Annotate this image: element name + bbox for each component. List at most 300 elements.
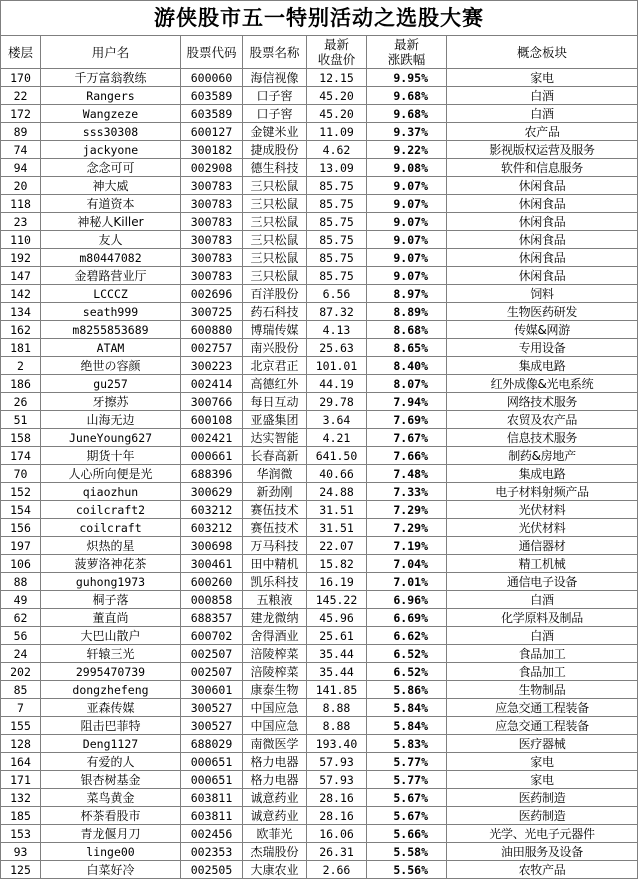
table-row: [1, 69, 638, 87]
concept-cell: 家电: [447, 771, 638, 789]
stock-code-cell: 002507: [181, 663, 243, 681]
table-row: [1, 123, 638, 141]
floor-cell: 153: [1, 825, 41, 843]
stock-code-cell: 002456: [181, 825, 243, 843]
table-row: [1, 357, 638, 375]
change-pct-cell: 8.40%: [367, 357, 447, 375]
stock-name-cell: 三只松鼠: [243, 267, 307, 285]
stock-name-cell: 亚盛集团: [243, 411, 307, 429]
concept-cell: 软件和信息服务: [447, 159, 638, 177]
close-price-cell: 141.85: [307, 681, 367, 699]
table-row: [1, 591, 638, 609]
username-cell: 山海无边: [41, 411, 181, 429]
table-row: [1, 627, 638, 645]
username-cell: LCCCZ: [41, 285, 181, 303]
close-price-cell: 85.75: [307, 195, 367, 213]
floor-cell: 51: [1, 411, 41, 429]
close-price-cell: 4.62: [307, 141, 367, 159]
floor-cell: 152: [1, 483, 41, 501]
stock-name-cell: 三只松鼠: [243, 249, 307, 267]
floor-cell: 110: [1, 231, 41, 249]
close-price-cell: 12.15: [307, 69, 367, 87]
close-price-cell: 35.44: [307, 645, 367, 663]
stock-name-cell: 长春高新: [243, 447, 307, 465]
concept-cell: 制药&房地产: [447, 447, 638, 465]
close-price-cell: 40.66: [307, 465, 367, 483]
concept-cell: 农牧产品: [447, 861, 638, 879]
change-pct-cell: 5.86%: [367, 681, 447, 699]
table-row: [1, 501, 638, 519]
table-body: [1, 69, 638, 879]
username-cell: linge00: [41, 843, 181, 861]
close-price-cell: 85.75: [307, 231, 367, 249]
close-price-cell: 29.78: [307, 393, 367, 411]
concept-cell: 休闲食品: [447, 231, 638, 249]
concept-cell: 食品加工: [447, 645, 638, 663]
close-price-cell: 4.21: [307, 429, 367, 447]
username-cell: 千万富翁敎练: [41, 69, 181, 87]
stock-name-cell: 舍得酒业: [243, 627, 307, 645]
table-row: [1, 105, 638, 123]
floor-cell: 74: [1, 141, 41, 159]
change-pct-cell: 7.29%: [367, 501, 447, 519]
floor-cell: 118: [1, 195, 41, 213]
change-pct-cell: 9.07%: [367, 195, 447, 213]
change-pct-cell: 6.52%: [367, 663, 447, 681]
change-pct-cell: 5.84%: [367, 717, 447, 735]
stock-code-cell: 600108: [181, 411, 243, 429]
floor-cell: 134: [1, 303, 41, 321]
change-pct-cell: 9.07%: [367, 231, 447, 249]
username-cell: jackyone: [41, 141, 181, 159]
table-row: [1, 159, 638, 177]
stock-name-cell: 博瑞传媒: [243, 321, 307, 339]
username-cell: 白菜好冷: [41, 861, 181, 879]
username-cell: JuneYoung627: [41, 429, 181, 447]
close-price-cell: 24.88: [307, 483, 367, 501]
concept-cell: 应急交通工程装备: [447, 699, 638, 717]
username-cell: guhong1973: [41, 573, 181, 591]
change-pct-cell: 5.83%: [367, 735, 447, 753]
username-cell: 有爱的人: [41, 753, 181, 771]
stock-name-cell: 海信视像: [243, 69, 307, 87]
stock-code-cell: 603811: [181, 789, 243, 807]
table-row: [1, 285, 638, 303]
col-header-stock-name: 股票名称: [243, 36, 307, 69]
change-pct-cell: 9.68%: [367, 87, 447, 105]
stock-name-cell: 中国应急: [243, 699, 307, 717]
stock-name-cell: 南微医学: [243, 735, 307, 753]
stock-code-cell: 300461: [181, 555, 243, 573]
change-pct-cell: 7.67%: [367, 429, 447, 447]
stock-name-cell: 三只松鼠: [243, 213, 307, 231]
table-row: [1, 663, 638, 681]
stock-name-cell: 三只松鼠: [243, 177, 307, 195]
col-header-floor: 楼层: [1, 36, 41, 69]
concept-cell: 影视版权运营及服务: [447, 141, 638, 159]
concept-cell: 医疗器械: [447, 735, 638, 753]
concept-cell: 光伏材料: [447, 501, 638, 519]
page-title: 游侠股市五一特别活动之选股大赛: [0, 0, 638, 35]
username-cell: coilcraft2: [41, 501, 181, 519]
username-cell: qiaozhun: [41, 483, 181, 501]
username-cell: 亚森传媒: [41, 699, 181, 717]
change-pct-cell: 5.77%: [367, 771, 447, 789]
username-cell: 炽热的星: [41, 537, 181, 555]
close-price-cell: 85.75: [307, 177, 367, 195]
stock-name-cell: 格力电器: [243, 753, 307, 771]
concept-cell: 光学、光电子元器件: [447, 825, 638, 843]
change-pct-cell: 8.68%: [367, 321, 447, 339]
floor-cell: 56: [1, 627, 41, 645]
concept-cell: 应急交通工程装备: [447, 717, 638, 735]
concept-cell: 通信器材: [447, 537, 638, 555]
table-row: [1, 411, 638, 429]
table-row: [1, 861, 638, 879]
stock-name-cell: 五粮液: [243, 591, 307, 609]
stock-name-cell: 捷成股份: [243, 141, 307, 159]
stock-name-cell: 田中精机: [243, 555, 307, 573]
concept-cell: 网络技术服务: [447, 393, 638, 411]
close-price-cell: 6.56: [307, 285, 367, 303]
stock-code-cell: 300783: [181, 267, 243, 285]
stock-code-cell: 688357: [181, 609, 243, 627]
stock-name-cell: 高德红外: [243, 375, 307, 393]
stock-code-cell: 000651: [181, 771, 243, 789]
change-pct-cell: 9.95%: [367, 69, 447, 87]
concept-cell: 休闲食品: [447, 177, 638, 195]
username-cell: 牙擦苏: [41, 393, 181, 411]
stock-code-cell: 603589: [181, 105, 243, 123]
change-pct-cell: 7.19%: [367, 537, 447, 555]
stock-code-cell: 002421: [181, 429, 243, 447]
username-cell: 菠萝洛神花茶: [41, 555, 181, 573]
floor-cell: 170: [1, 69, 41, 87]
floor-cell: 24: [1, 645, 41, 663]
stock-name-cell: 万马科技: [243, 537, 307, 555]
stock-name-cell: 凯乐科技: [243, 573, 307, 591]
change-pct-cell: 5.84%: [367, 699, 447, 717]
table-row: [1, 645, 638, 663]
stock-code-cell: 300629: [181, 483, 243, 501]
close-price-cell: 57.93: [307, 771, 367, 789]
stock-name-cell: 口子窖: [243, 87, 307, 105]
floor-cell: 23: [1, 213, 41, 231]
username-cell: m80447082: [41, 249, 181, 267]
table-row: [1, 609, 638, 627]
floor-cell: 26: [1, 393, 41, 411]
col-header-change-pct: 最新 涨跌幅: [367, 36, 447, 69]
stock-code-cell: 300698: [181, 537, 243, 555]
username-cell: dongzhefeng: [41, 681, 181, 699]
concept-cell: 休闲食品: [447, 213, 638, 231]
username-cell: 董直尚: [41, 609, 181, 627]
stock-code-cell: 002908: [181, 159, 243, 177]
floor-cell: 172: [1, 105, 41, 123]
change-pct-cell: 8.65%: [367, 339, 447, 357]
concept-cell: 白酒: [447, 87, 638, 105]
username-cell: 阻击巴菲特: [41, 717, 181, 735]
floor-cell: 132: [1, 789, 41, 807]
floor-cell: 192: [1, 249, 41, 267]
col-header-concept: 概念板块: [447, 36, 638, 69]
concept-cell: 油田服务及设备: [447, 843, 638, 861]
header-row: [1, 36, 638, 69]
username-cell: 菜鸟黄金: [41, 789, 181, 807]
floor-cell: 171: [1, 771, 41, 789]
concept-cell: 信息技术服务: [447, 429, 638, 447]
close-price-cell: 641.50: [307, 447, 367, 465]
change-pct-cell: 5.58%: [367, 843, 447, 861]
stock-name-cell: 中国应急: [243, 717, 307, 735]
stock-code-cell: 300766: [181, 393, 243, 411]
stock-code-cell: 002696: [181, 285, 243, 303]
table-row: [1, 843, 638, 861]
change-pct-cell: 5.77%: [367, 753, 447, 771]
stock-name-cell: 金键米业: [243, 123, 307, 141]
stock-name-cell: 涪陵榨菜: [243, 645, 307, 663]
close-price-cell: 31.51: [307, 501, 367, 519]
close-price-cell: 44.19: [307, 375, 367, 393]
concept-cell: 休闲食品: [447, 267, 638, 285]
stock-name-cell: 欧菲光: [243, 825, 307, 843]
floor-cell: 186: [1, 375, 41, 393]
stock-name-cell: 华润微: [243, 465, 307, 483]
col-header-close-price: 最新 收盘价: [307, 36, 367, 69]
floor-cell: 89: [1, 123, 41, 141]
table-row: [1, 195, 638, 213]
username-cell: 神秘人Killer: [41, 213, 181, 231]
change-pct-cell: 7.69%: [367, 411, 447, 429]
change-pct-cell: 8.89%: [367, 303, 447, 321]
username-cell: 大巴山散户: [41, 627, 181, 645]
concept-cell: 通信电子设备: [447, 573, 638, 591]
close-price-cell: 25.61: [307, 627, 367, 645]
close-price-cell: 11.09: [307, 123, 367, 141]
concept-cell: 白酒: [447, 105, 638, 123]
floor-cell: 185: [1, 807, 41, 825]
concept-cell: 饲料: [447, 285, 638, 303]
change-pct-cell: 9.07%: [367, 177, 447, 195]
concept-cell: 集成电路: [447, 465, 638, 483]
table-row: [1, 213, 638, 231]
stock-code-cell: 300527: [181, 699, 243, 717]
close-price-cell: 35.44: [307, 663, 367, 681]
stock-code-cell: 000651: [181, 753, 243, 771]
floor-cell: 49: [1, 591, 41, 609]
close-price-cell: 31.51: [307, 519, 367, 537]
col-header-username: 用户名: [41, 36, 181, 69]
stock-code-cell: 002505: [181, 861, 243, 879]
concept-cell: 精工机械: [447, 555, 638, 573]
change-pct-cell: 7.04%: [367, 555, 447, 573]
stock-code-cell: 600702: [181, 627, 243, 645]
table-row: [1, 771, 638, 789]
stock-code-cell: 688029: [181, 735, 243, 753]
floor-cell: 162: [1, 321, 41, 339]
stock-code-cell: 300601: [181, 681, 243, 699]
stock-code-cell: 300182: [181, 141, 243, 159]
username-cell: 有道资本: [41, 195, 181, 213]
stock-name-cell: 涪陵榨菜: [243, 663, 307, 681]
username-cell: Wangzeze: [41, 105, 181, 123]
stock-code-cell: 300527: [181, 717, 243, 735]
concept-cell: 生物医药研发: [447, 303, 638, 321]
table-row: [1, 231, 638, 249]
floor-cell: 85: [1, 681, 41, 699]
username-cell: ATAM: [41, 339, 181, 357]
change-pct-cell: 7.01%: [367, 573, 447, 591]
stock-code-cell: 600880: [181, 321, 243, 339]
stock-name-cell: 新劲刚: [243, 483, 307, 501]
concept-cell: 集成电路: [447, 357, 638, 375]
floor-cell: 20: [1, 177, 41, 195]
table-row: [1, 735, 638, 753]
table-row: [1, 321, 638, 339]
close-price-cell: 45.20: [307, 105, 367, 123]
floor-cell: 22: [1, 87, 41, 105]
close-price-cell: 16.06: [307, 825, 367, 843]
concept-cell: 医药制造: [447, 807, 638, 825]
stock-name-cell: 三只松鼠: [243, 231, 307, 249]
floor-cell: 197: [1, 537, 41, 555]
stock-code-cell: 002507: [181, 645, 243, 663]
username-cell: 绝世の容颜: [41, 357, 181, 375]
stock-name-cell: 三只松鼠: [243, 195, 307, 213]
stock-name-cell: 大康农业: [243, 861, 307, 879]
table-row: [1, 807, 638, 825]
close-price-cell: 16.19: [307, 573, 367, 591]
stock-name-cell: 口子窖: [243, 105, 307, 123]
stock-name-cell: 赛伍技术: [243, 501, 307, 519]
table-row: [1, 717, 638, 735]
change-pct-cell: 7.66%: [367, 447, 447, 465]
change-pct-cell: 7.48%: [367, 465, 447, 483]
stock-code-cell: 002757: [181, 339, 243, 357]
concept-cell: 传媒&网游: [447, 321, 638, 339]
table-row: [1, 519, 638, 537]
stock-code-cell: 002353: [181, 843, 243, 861]
username-cell: gu257: [41, 375, 181, 393]
close-price-cell: 8.88: [307, 699, 367, 717]
change-pct-cell: 9.07%: [367, 267, 447, 285]
floor-cell: 142: [1, 285, 41, 303]
table-row: [1, 267, 638, 285]
floor-cell: 155: [1, 717, 41, 735]
table-row: [1, 249, 638, 267]
stock-code-cell: 688396: [181, 465, 243, 483]
table-row: [1, 339, 638, 357]
change-pct-cell: 7.29%: [367, 519, 447, 537]
floor-cell: 70: [1, 465, 41, 483]
stock-name-cell: 百洋股份: [243, 285, 307, 303]
stock-name-cell: 建龙微纳: [243, 609, 307, 627]
stock-code-cell: 603589: [181, 87, 243, 105]
floor-cell: 2: [1, 357, 41, 375]
change-pct-cell: 5.67%: [367, 807, 447, 825]
close-price-cell: 8.88: [307, 717, 367, 735]
username-cell: coilcraft: [41, 519, 181, 537]
table-row: [1, 465, 638, 483]
change-pct-cell: 6.69%: [367, 609, 447, 627]
floor-cell: 94: [1, 159, 41, 177]
stock-name-cell: 每日互动: [243, 393, 307, 411]
floor-cell: 164: [1, 753, 41, 771]
change-pct-cell: 8.97%: [367, 285, 447, 303]
username-cell: 桐子落: [41, 591, 181, 609]
concept-cell: 休闲食品: [447, 249, 638, 267]
stock-name-cell: 诚意药业: [243, 807, 307, 825]
close-price-cell: 2.66: [307, 861, 367, 879]
close-price-cell: 13.09: [307, 159, 367, 177]
close-price-cell: 3.64: [307, 411, 367, 429]
table-row: [1, 447, 638, 465]
concept-cell: 食品加工: [447, 663, 638, 681]
floor-cell: 125: [1, 861, 41, 879]
stock-name-cell: 德生科技: [243, 159, 307, 177]
username-cell: 杯茶看股市: [41, 807, 181, 825]
close-price-cell: 22.07: [307, 537, 367, 555]
username-cell: 友人: [41, 231, 181, 249]
concept-cell: 农产品: [447, 123, 638, 141]
concept-cell: 化学原料及制品: [447, 609, 638, 627]
concept-cell: 光伏材料: [447, 519, 638, 537]
username-cell: Rangers: [41, 87, 181, 105]
floor-cell: 174: [1, 447, 41, 465]
floor-cell: 88: [1, 573, 41, 591]
close-price-cell: 101.01: [307, 357, 367, 375]
close-price-cell: 57.93: [307, 753, 367, 771]
change-pct-cell: 7.33%: [367, 483, 447, 501]
close-price-cell: 145.22: [307, 591, 367, 609]
stock-code-cell: 300783: [181, 177, 243, 195]
stock-code-cell: 300783: [181, 231, 243, 249]
concept-cell: 白酒: [447, 591, 638, 609]
concept-cell: 红外成像&光电系统: [447, 375, 638, 393]
stock-code-cell: 000661: [181, 447, 243, 465]
floor-cell: 202: [1, 663, 41, 681]
close-price-cell: 26.31: [307, 843, 367, 861]
stock-code-cell: 002414: [181, 375, 243, 393]
close-price-cell: 45.20: [307, 87, 367, 105]
floor-cell: 147: [1, 267, 41, 285]
close-price-cell: 45.96: [307, 609, 367, 627]
floor-cell: 154: [1, 501, 41, 519]
username-cell: 银杏树基金: [41, 771, 181, 789]
change-pct-cell: 5.67%: [367, 789, 447, 807]
close-price-cell: 87.32: [307, 303, 367, 321]
stock-name-cell: 杰瑞股份: [243, 843, 307, 861]
floor-cell: 106: [1, 555, 41, 573]
concept-cell: 电子材料射频产品: [447, 483, 638, 501]
change-pct-cell: 8.07%: [367, 375, 447, 393]
username-cell: 神大威: [41, 177, 181, 195]
stock-code-cell: 300783: [181, 213, 243, 231]
change-pct-cell: 6.96%: [367, 591, 447, 609]
floor-cell: 7: [1, 699, 41, 717]
stock-code-cell: 600260: [181, 573, 243, 591]
close-price-cell: 193.40: [307, 735, 367, 753]
stock-code-cell: 000858: [181, 591, 243, 609]
floor-cell: 128: [1, 735, 41, 753]
table-row: [1, 555, 638, 573]
floor-cell: 93: [1, 843, 41, 861]
username-cell: m8255853689: [41, 321, 181, 339]
stock-code-cell: 603212: [181, 519, 243, 537]
table-row: [1, 789, 638, 807]
stock-name-cell: 达实智能: [243, 429, 307, 447]
table-row: [1, 429, 638, 447]
